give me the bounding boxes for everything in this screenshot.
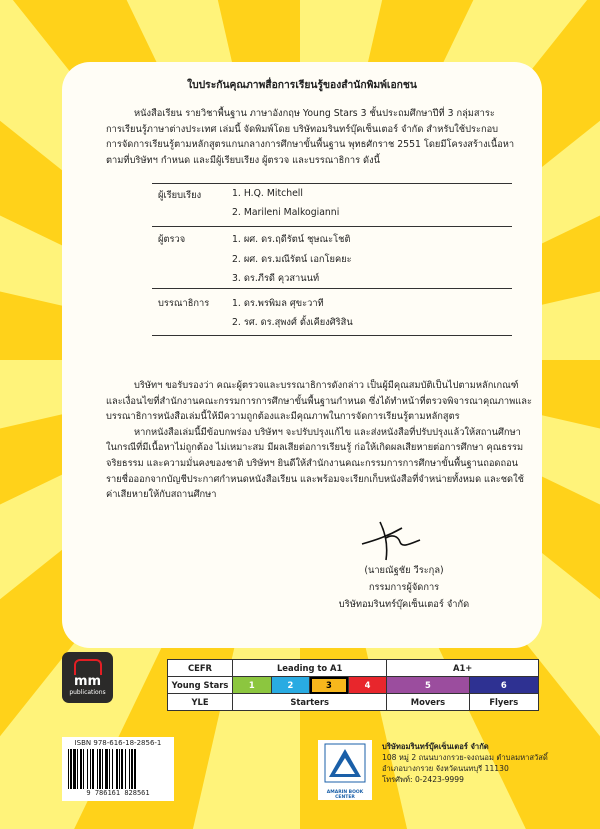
barcode-bar (97, 749, 98, 789)
intro-line: หนังสือเรียน รายวิชาพื้นฐาน ภาษาอังกฤษ Young Stars 3 ชั้นประถมศึกษาปีที่ 3 กลุ่มสาระ (134, 108, 495, 119)
barcode-bar (92, 749, 94, 789)
logo-text: publications (69, 689, 106, 696)
level-cell: 2 (271, 677, 310, 694)
editor-item: 2. รศ. ดร.สุพงศ์ ตั้งเคียงศิริสิน (232, 317, 353, 328)
intro-line: การเรียนรู้ภาษาต่างประเทศ เล่มนี้ จัดพิมพ์โดย บริษัทอมรินทร์บุ๊คเซ็นเตอร์ จำกัด สำหรับใช้ประกอบ (106, 123, 499, 135)
authors-label: ผู้เรียบเรียง (158, 190, 202, 201)
barcode-digits: 9 786161 828561 (86, 789, 150, 797)
table-row (168, 694, 539, 711)
table-cell: Flyers (469, 694, 538, 711)
amarin-triangle-icon (318, 740, 372, 786)
table-row (168, 660, 539, 677)
divider (152, 288, 512, 289)
level-cell: 4 (348, 677, 387, 694)
table-cell: CEFR (168, 660, 233, 677)
editor-item: 1. ดร.พรพิมล ศุขะวาที (232, 298, 324, 309)
signer-company: บริษัทอมรินทร์บุ๊คเซ็นเตอร์ จำกัด (338, 599, 470, 610)
author-item: 1. H.Q. Mitchell (232, 188, 303, 199)
reviewer-item: 1. ผศ. ดร.ฤดีรัตน์ ชุษณะโชติ (232, 234, 351, 245)
intro-line: การจัดการเรียนรู้ตามหลักสูตรแกนกลางการศึกษาขั้นพื้นฐาน พุทธศักราช 2551 โดยมีโครงสร้างเนื้อหา (106, 139, 515, 151)
barcode-bar (68, 749, 69, 789)
barcode-bar (73, 749, 76, 789)
publisher-address: อำเภอบางกรวย จังหวัดนนทบุรี 11130 (382, 764, 509, 773)
barcode-bar (87, 749, 88, 789)
barcode-bar (125, 749, 126, 789)
body-line: ในกรณีที่มีเนื้อหาไม่ถูกต้อง ไม่เหมาะสม มีผลเสียต่อการเรียนรู้ ก่อให้เกิดผลเสียหายต่อการศึกษา คุณธรรม (106, 442, 524, 454)
body-line: หากหนังสือเล่มนี้มีข้อบกพร่อง บริษัทฯ จะปรับปรุงแก้ไข และส่งหนังสือที่ปรับปรุงแล้วให้สถานศึกษา (134, 426, 521, 438)
editors-label: บรรณาธิการ (158, 298, 210, 309)
barcode-bar (109, 749, 110, 789)
table-cell: A1+ (387, 660, 539, 677)
signer-name: (นายณัฐชัย วีระกุล) (364, 565, 444, 576)
table-cell: Young Stars (168, 677, 233, 694)
signer-position: กรรมการผู้จัดการ (368, 582, 440, 593)
barcode-bars (66, 749, 170, 789)
intro-line: ตามที่บริษัทฯ กำหนด และมีผู้เรียบเรียง ผู้ตรวจ และบรรณาธิการ ดังนี้ (106, 154, 380, 166)
publisher-name: บริษัทอมรินทร์บุ๊คเซ็นเตอร์ จำกัด (382, 742, 489, 751)
barcode-bar (134, 749, 136, 789)
barcode-bar (119, 749, 120, 789)
table-row (168, 677, 539, 694)
mm-publications-logo (62, 652, 113, 703)
level-cell: 6 (469, 677, 538, 694)
amarin-logo (318, 740, 372, 800)
barcode-bar (77, 749, 78, 789)
level-cell: 1 (233, 677, 272, 694)
barcode-bar (80, 749, 82, 789)
barcode-bar (83, 749, 84, 789)
barcode-bar (112, 749, 113, 789)
publisher-address: 108 หมู่ 2 ถนนบางกรวย-จงถนอม ตำบลมหาสวัสดิ์ (382, 753, 548, 762)
divider (152, 335, 512, 336)
table-cell: Leading to A1 (233, 660, 387, 677)
barcode-bar (116, 749, 118, 789)
intro-paragraph (106, 106, 522, 168)
reviewers-label: ผู้ตรวจ (158, 234, 186, 245)
barcode-bar (102, 749, 103, 789)
body-line: จริยธรรม และความมั่นคงของชาติ บริษัทฯ ยินดีให้สำนักงานคณะกรรมการการศึกษาขั้นพื้นฐานถอดถอน (106, 457, 519, 469)
page-title: ใบประกันคุณภาพสื่อการเรียนรู้ของสำนักพิมพ์เอกชน (187, 79, 417, 91)
level-cell-active: 3 (310, 677, 349, 694)
barcode-bar (121, 749, 123, 789)
body-line: และเงื่อนไขที่สำนักงานคณะกรรมการการศึกษาขั้นพื้นฐานกำหนด ซึ่งได้ทำหน้าที่ตรวจพิจารณาคุณภาพและ (106, 395, 532, 407)
publisher-info (382, 741, 548, 785)
table-cell: Movers (387, 694, 469, 711)
isbn-text: ISBN 978-616-18-2856-1 (74, 739, 162, 747)
signature-block (324, 522, 484, 613)
level-table (167, 659, 539, 711)
barcode-bar (129, 749, 130, 789)
barcode (62, 737, 174, 801)
reviewer-item: 3. ดร.ภีรดี คุวสานนท์ (232, 273, 320, 284)
body-line: ค่าเสียหายให้กับสถานศึกษา (106, 489, 217, 501)
barcode-bar (90, 749, 91, 789)
divider (152, 183, 512, 184)
table-cell: YLE (168, 694, 233, 711)
body-line: บริษัทฯ ขอรับรองว่า คณะผู้ตรวจและบรรณาธิการดังกล่าว เป็นผู้มีคุณสมบัติเป็นไปตามหลักเกณฑ์ (134, 380, 519, 391)
level-cell: 5 (387, 677, 469, 694)
barcode-bar (70, 749, 72, 789)
author-item: 2. Marileni Malkogianni (232, 207, 340, 218)
quality-certificate-card (62, 62, 542, 648)
barcode-bar (105, 749, 108, 789)
body-line: บรรณาธิการหนังสือเล่มนี้ให้มีความถูกต้องและมีคุณภาพในการจัดการเรียนรู้ตามหลักสูตร (106, 411, 460, 423)
publisher-phone: โทรศัพท์: 0-2423-9999 (382, 775, 464, 784)
logo-letters: mm (73, 674, 102, 689)
amarin-logo-caption: AMARIN BOOK CENTER (326, 790, 364, 800)
barcode-bar (99, 749, 101, 789)
body-line: รายชื่อออกจากบัญชีประกาศกำหนดหนังสือเรียน และพร้อมจะเรียกเก็บหนังสือที่จำหน่ายทั้งหมด และชดใช้ (106, 473, 524, 485)
barcode-bar (131, 749, 133, 789)
certification-paragraph (106, 378, 532, 503)
reviewer-item: 2. ผศ. ดร.มณีรัตน์ เอกโยคยะ (232, 254, 352, 265)
divider (152, 226, 512, 227)
table-cell: Starters (233, 694, 387, 711)
